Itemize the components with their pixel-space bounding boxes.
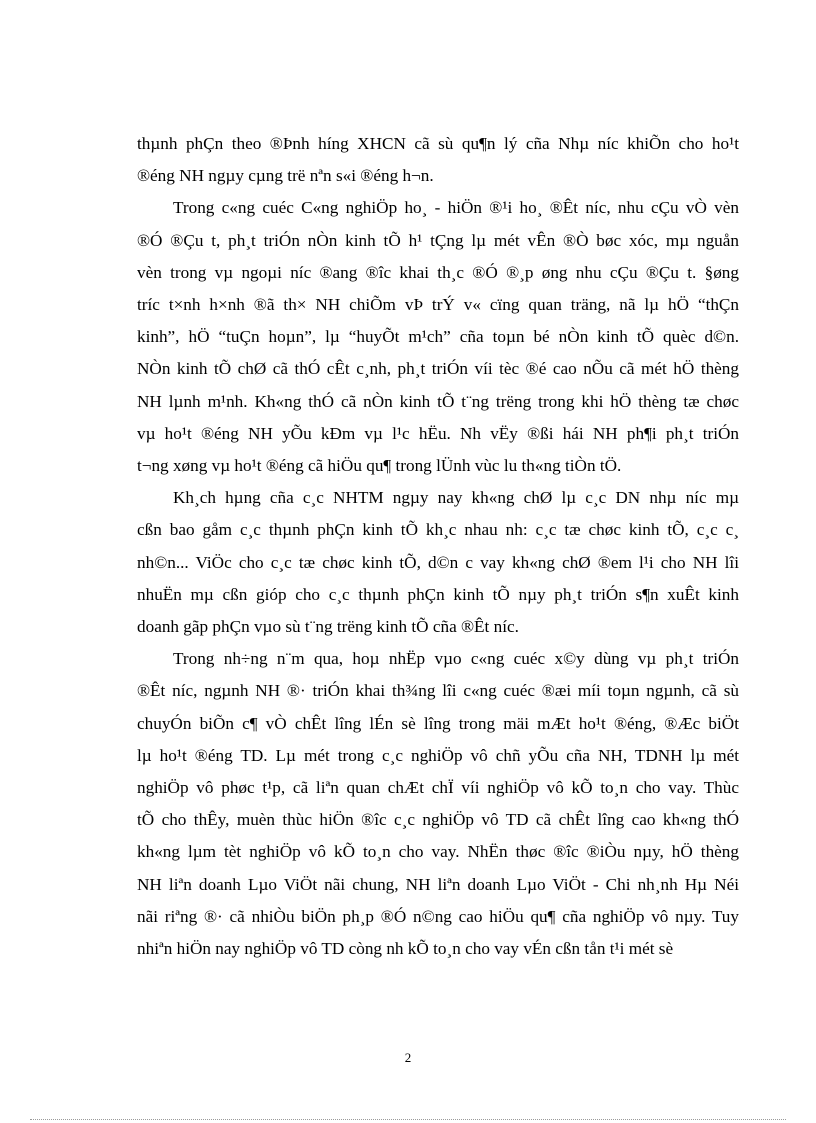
paragraph <box>137 128 739 192</box>
paragraph <box>137 192 739 482</box>
text-line: cßn bao gåm c¸c thµnh phÇn kinh tÕ kh¸c nhau nh: c¸c tæ chøc kinh tÕ, c¸c c¸ <box>137 520 739 540</box>
text-line: ®éng NH ngµy cµng trë nªn s«i ®éng h¬n. <box>137 166 434 186</box>
text-line: lµ ho¹t ®éng TD. Lµ mét trong c¸c nghiÖp vô chñ yÕu cña NH, TDNH lµ mét <box>137 745 739 765</box>
text-line: nhiªn hiÖn nay nghiÖp vô TD còng nh kÕ to¸n cho vay vÉn cßn tån t¹i mét sè <box>137 939 674 959</box>
paragraph <box>137 482 739 643</box>
footer-dotted-rule <box>30 1119 786 1120</box>
body-text <box>137 128 739 965</box>
text-line: ®Ó ®Çu t, ph¸t triÓn nÒn kinh tÕ h¹ tÇng lµ mét vÊn ®Ò bøc xóc, mµ nguån <box>137 230 739 250</box>
text-line: vèn trong vµ ngoµi níc ®ang ®îc khai th¸c ®Ó ®¸p øng nhu cÇu ®Çu t. §øng <box>137 262 739 282</box>
text-line: Trong c«ng cuéc C«ng nghiÖp ho¸ - hiÖn ®¹i ho¸ ®Êt níc, nhu cÇu vÒ vèn <box>173 198 739 218</box>
text-line: thµnh phÇn theo ®Þnh híng XHCN cã sù qu¶n lý cña Nhµ níc khiÕn cho ho¹t <box>137 134 739 153</box>
text-line: tríc t×nh h×nh ®ã th× NH chiÕm vÞ trÝ v« cïng quan träng, nã lµ hÖ “thÇn <box>137 295 739 315</box>
paragraph <box>137 643 739 965</box>
text-line: NÒn kinh tÕ chØ cã thÓ cÊt c¸nh, ph¸t triÓn víi tèc ®é cao nÕu cã mét hÖ thèng <box>137 359 739 379</box>
page-number: 2 <box>404 1050 412 1065</box>
text-line: doanh gãp phÇn vµo sù t¨ng trëng kinh tÕ cña ®Êt níc. <box>137 617 519 637</box>
text-line: tÕ cho thÊy, muèn thùc hiÖn ®îc c¸c nghiÖp vô TD cã chÊt lîng cao kh«ng thÓ <box>137 810 739 830</box>
text-line: nhuËn mµ cßn gióp cho c¸c thµnh phÇn kinh tÕ nµy ph¸t triÓn s¶n xuÊt kinh <box>137 584 739 604</box>
text-line: nãi riªng ®· cã nhiÒu biÖn ph¸p ®Ó n©ng cao hiÖu qu¶ cña nghiÖp vô nµy. Tuy <box>137 906 739 926</box>
text-line: kh«ng lµm tèt nghiÖp vô kÕ to¸n cho vay. NhËn thøc ®îc ®iÒu nµy, hÖ thèng <box>137 842 739 862</box>
text-line: vµ ho¹t ®éng NH yÕu kÐm vµ l¹c hËu. Nh vËy ®ßi hái NH ph¶i ph¸t triÓn <box>137 423 739 443</box>
text-line: nghiÖp vô phøc t¹p, cã liªn quan chÆt chÏ víi nghiÖp vô kÕ to¸n cho vay. Thùc <box>137 778 739 798</box>
text-line: NH lµnh m¹nh. Kh«ng thÓ cã nÒn kinh tÕ t¨ng trëng trong khi hÖ thèng tæ chøc <box>137 391 739 411</box>
text-line: nh©n... ViÖc cho c¸c tæ chøc kinh tÕ, d©n c vay kh«ng chØ ®em l¹i cho NH lîi <box>137 552 739 572</box>
text-line: ®Êt níc, ngµnh NH ®· triÓn khai th¾ng lîi c«ng cuéc ®æi míi toµn ngµnh, cã sù <box>137 681 739 701</box>
text-line: t¬ng xøng vµ ho¹t ®éng cã hiÖu qu¶ trong lÜnh vùc lu th«ng tiÒn tÖ. <box>137 456 622 476</box>
text-line: Kh¸ch hµng cña c¸c NHTM ngµy nay kh«ng chØ lµ c¸c DN nhµ níc mµ <box>173 488 739 508</box>
text-line: chuyÓn biÕn c¶ vÒ chÊt lîng lÉn sè lîng trong mäi mÆt ho¹t ®éng, ®Æc biÖt <box>137 713 739 733</box>
text-line: kinh”, hÖ “tuÇn hoµn”, lµ “huyÕt m¹ch” cña toµn bé nÒn kinh tÕ quèc d©n. <box>137 327 739 347</box>
text-line: Trong nh÷ng n¨m qua, hoµ nhËp vµo c«ng cuéc x©y dùng vµ ph¸t triÓn <box>173 649 739 669</box>
text-line: NH liªn doanh Lµo ViÖt nãi chung, NH liªn doanh Lµo ViÖt - Chi nh¸nh Hµ Néi <box>137 874 739 894</box>
